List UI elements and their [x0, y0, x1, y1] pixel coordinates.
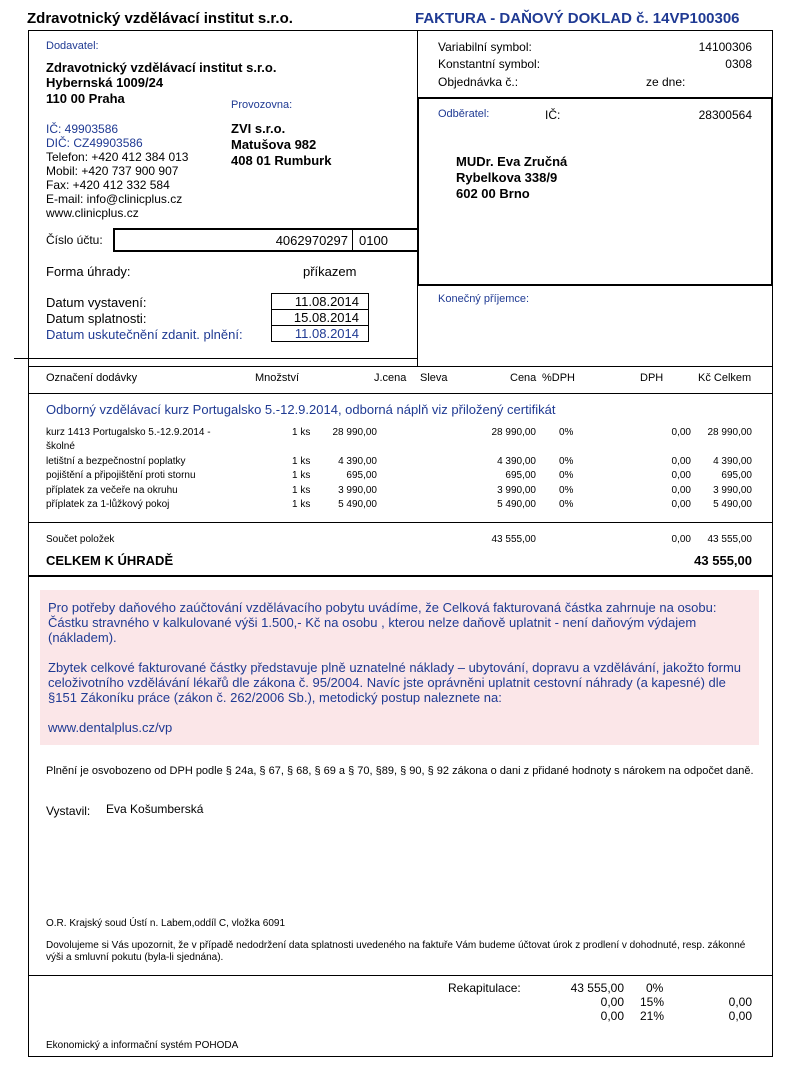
- supplier-dic: DIČ: CZ49903586: [46, 136, 143, 150]
- branch-city: 408 01 Rumburk: [231, 153, 332, 168]
- customer-city: 602 00 Brno: [456, 186, 530, 201]
- item-vat: 0,00: [671, 427, 691, 438]
- item-price: 695,00: [505, 470, 536, 481]
- item-vat: 0,00: [671, 485, 691, 496]
- supplier-fax: Fax: +420 412 332 584: [46, 178, 170, 192]
- sum-price: 43 555,00: [491, 534, 536, 545]
- recap-vat: 0,00: [728, 1009, 752, 1023]
- account-divider: [352, 229, 353, 251]
- table-row: [46, 456, 756, 470]
- customer-street: Rybelkova 338/9: [456, 170, 558, 185]
- grand-total-label: CELKEM K ÚHRADĚ: [46, 553, 174, 568]
- recap-rate: 15%: [640, 995, 665, 1009]
- recap-label: Rekapitulace:: [448, 981, 521, 995]
- table-row: [46, 499, 756, 513]
- sum-label: Součet položek: [46, 534, 115, 545]
- item-unit-price: 4 390,00: [338, 456, 377, 467]
- account-label: Číslo účtu:: [46, 233, 103, 247]
- th-pct: %DPH: [542, 372, 576, 384]
- vat-exempt-note: Plnění je osvobozeno od DPH podle § 24a, § 67, § 68, § 69 a § 70, §89, § 90, § 92 zákona o dani z přidané hodnoty s nárokem na odpočet daně.: [46, 765, 754, 777]
- item-vat-rate: 0%: [559, 499, 574, 510]
- supplier-phone: Telefon: +420 412 384 013: [46, 150, 189, 164]
- company-name: Zdravotnický vzdělávací institut s.r.o.: [27, 10, 293, 27]
- item-vat: 0,00: [671, 499, 691, 510]
- tax-note-paragraph-2: Zbytek celkové fakturované částky představuje plně uznatelné náklady – ubytování, dopravu a vzdělávání, jakožto formu celoživotního vzdělávání lékařů dle zákona č. 95/2004. Navíc jste oprávněni uplatnit cestovní náhrady (a kapesné) dle §151 Zákoníku práce (zákon č. 262/2006 Sb.), metodický postup naleznete na:: [48, 660, 742, 705]
- penalty-note: Dovolujeme si Vás upozornit, že v případě nedodržení data splatnosti uvedeného na faktuře Vám budeme účtovat úrok z prodlení v dohodnuté, resp. zákonné výši a smluvní pokutu (byla-li sjednána).: [46, 940, 746, 963]
- bank-code: 0100: [359, 233, 388, 248]
- tax-note-paragraph-1: Pro potřeby daňového zaúčtování vzdělávacího pobytu uvádíme, že Celková fakturovaná částka zahrnuje na osobu: Částku stravného v kalkulované výši 1.500,- Kč na osobu , kterou nelze daňově uplatnit - není daňovým výdajem (nákladem).: [48, 600, 717, 645]
- customer-ic: 28300564: [698, 108, 752, 122]
- item-total: 695,00: [721, 470, 752, 481]
- item-qty: 1 ks: [292, 427, 311, 438]
- constant-symbol: 0308: [725, 57, 752, 71]
- supplier-label: Dodavatel:: [46, 40, 99, 52]
- supplier-street: Hybernská 1009/24: [46, 75, 164, 90]
- branch-street: Matušova 982: [231, 137, 317, 152]
- item-total: 5 490,00: [713, 499, 752, 510]
- item-price: 4 390,00: [497, 456, 536, 467]
- item-vat-rate: 0%: [559, 427, 574, 438]
- recap-top-line: [28, 975, 773, 976]
- branch-label: Provozovna:: [231, 99, 293, 111]
- item-unit-price: 3 990,00: [338, 485, 377, 496]
- item-total: 3 990,00: [713, 485, 752, 496]
- table-header-line: [28, 393, 773, 394]
- grand-total: 43 555,00: [694, 553, 752, 568]
- variable-symbol-label: Variabilní symbol:: [438, 40, 532, 54]
- issue-date-label: Datum vystavení:: [46, 295, 147, 310]
- issue-date: 11.08.2014: [294, 294, 359, 309]
- supplier-ic: IČ: 49903586: [46, 122, 119, 136]
- item-name: pojištění a připojištění proti stornu: [46, 470, 196, 481]
- table-row-continuation: [46, 441, 756, 455]
- item-price: 3 990,00: [497, 485, 536, 496]
- recap-base: 0,00: [600, 1009, 624, 1023]
- issued-by-name: Eva Košumberská: [106, 802, 204, 816]
- sum-row: [46, 534, 756, 548]
- item-qty: 1 ks: [292, 499, 311, 510]
- recap-base: 43 555,00: [570, 981, 624, 995]
- item-unit-price: 5 490,00: [338, 499, 377, 510]
- item-total: 28 990,00: [707, 427, 752, 438]
- item-vat-rate: 0%: [559, 470, 574, 481]
- item-unit-price: 695,00: [346, 470, 377, 481]
- due-date-label: Datum splatnosti:: [46, 311, 147, 326]
- tax-note-box: [40, 590, 759, 745]
- constant-symbol-label: Konstantní symbol:: [438, 57, 541, 71]
- sum-vat: 0,00: [671, 534, 691, 545]
- document-title: FAKTURA - DAŇOVÝ DOKLAD č. 14VP100306: [415, 10, 740, 27]
- table-row: [46, 427, 756, 441]
- item-price: 28 990,00: [491, 427, 536, 438]
- th-name: Označení dodávky: [46, 372, 138, 384]
- item-vat: 0,00: [671, 470, 691, 481]
- item-vat-rate: 0%: [559, 456, 574, 467]
- th-qty: Množství: [255, 372, 300, 384]
- tax-date: 11.08.2014: [294, 326, 359, 341]
- item-vat-rate: 0%: [559, 485, 574, 496]
- payment-label: Forma úhrady:: [46, 264, 131, 279]
- item-qty: 1 ks: [292, 470, 311, 481]
- item-qty: 1 ks: [292, 485, 311, 496]
- software-footer: Ekonomický a informační systém POHODA: [46, 1040, 239, 1051]
- customer-ic-label: IČ:: [545, 108, 561, 122]
- final-recipient-label: Konečný příjemce:: [438, 293, 530, 305]
- item-qty: 1 ks: [292, 456, 311, 467]
- payment-value: příkazem: [303, 264, 357, 279]
- th-price: Cena: [510, 372, 537, 384]
- supplier-web[interactable]: www.clinicplus.cz: [46, 206, 139, 220]
- item-vat: 0,00: [671, 456, 691, 467]
- item-price: 5 490,00: [497, 499, 536, 510]
- order-label: Objednávka č.:: [438, 75, 519, 89]
- supplier-mobile: Mobil: +420 737 900 907: [46, 164, 179, 178]
- customer-name: MUDr. Eva Zručná: [456, 154, 568, 169]
- th-discount: Sleva: [420, 372, 448, 384]
- account-number: 4062970297: [275, 233, 348, 248]
- due-date: 15.08.2014: [293, 310, 359, 325]
- table-row: [46, 485, 756, 499]
- supplier-email[interactable]: E-mail: info@clinicplus.cz: [46, 192, 183, 206]
- item-name: příplatek za 1-lůžkový pokoj: [46, 499, 170, 510]
- recap-vat: 0,00: [728, 995, 752, 1009]
- item-name: kurz 1413 Portugalsko 5.-12.9.2014 -: [46, 427, 211, 438]
- items-end-line: [28, 522, 773, 523]
- left-separator: [14, 358, 417, 359]
- court-register: O.R. Krajský soud Ústí n. Labem,oddíl C, vložka 6091: [46, 918, 285, 929]
- variable-symbol: 14100306: [698, 40, 752, 54]
- item-name: příplatek za večeře na okruhu: [46, 485, 178, 496]
- recap-rate: 0%: [646, 981, 664, 995]
- total-line: [28, 575, 773, 577]
- branch-name: ZVI s.r.o.: [231, 121, 286, 136]
- item-total: 4 390,00: [713, 456, 752, 467]
- item-unit-price: 28 990,00: [332, 427, 377, 438]
- th-unit: J.cena: [374, 372, 407, 384]
- table-row: [46, 470, 756, 484]
- item-name-line2: školné: [46, 441, 75, 452]
- section-title: Odborný vzdělávací kurz Portugalsko 5.-12.9.2014, odborná náplň viz přiložený certifikát: [46, 402, 556, 417]
- item-name: letištní a bezpečnostní poplatky: [46, 456, 186, 467]
- recap-base: 0,00: [600, 995, 624, 1009]
- th-total: Kč Celkem: [698, 372, 752, 384]
- recap-rate: 21%: [640, 1009, 665, 1023]
- tax-date-label: Datum uskutečnění zdanit. plnění:: [46, 327, 243, 342]
- order-date-label: ze dne:: [646, 75, 686, 89]
- supplier-city: 110 00 Praha: [46, 91, 125, 106]
- tax-note-link[interactable]: www.dentalplus.cz/vp: [48, 720, 173, 735]
- th-vat: DPH: [640, 372, 664, 384]
- table-top-line: [28, 366, 773, 367]
- customer-label: Odběratel:: [438, 108, 490, 120]
- sum-total: 43 555,00: [707, 534, 752, 545]
- supplier-name: Zdravotnický vzdělávací institut s.r.o.: [46, 60, 277, 75]
- issued-by-label: Vystavil:: [46, 804, 91, 818]
